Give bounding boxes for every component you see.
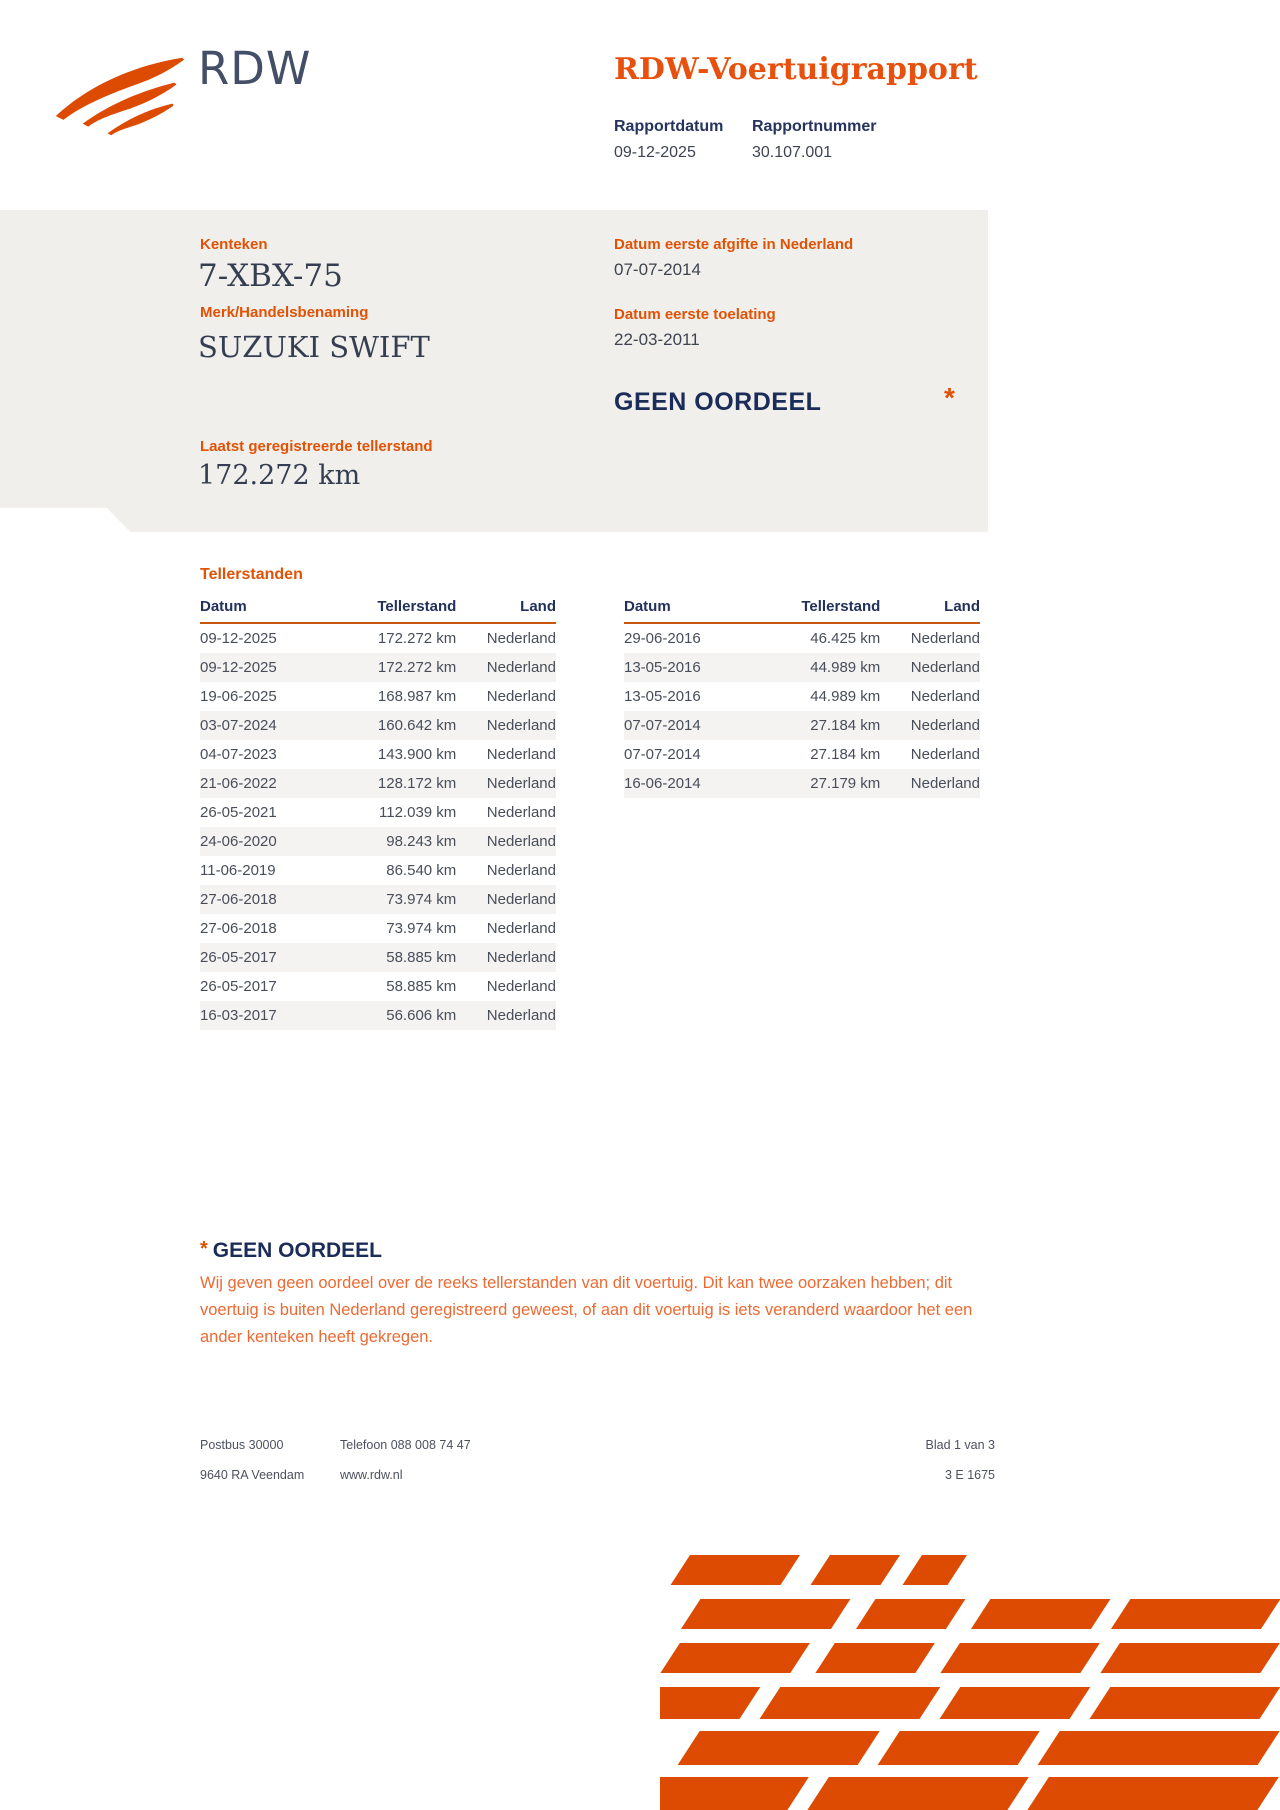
cell-datum: 09-12-2025 [200,630,277,647]
cell-land: Nederland [486,978,556,995]
cell-tellerstand: 160.642 km [377,717,457,734]
cell-datum: 03-07-2024 [200,717,277,734]
cell-tellerstand: 27.184 km [810,746,881,763]
cell-tellerstand: 172.272 km [377,630,457,647]
cell-land: Nederland [486,804,556,821]
cell-land: Nederland [486,717,556,734]
cell-land: Nederland [486,659,556,676]
footnote-text: Wij geven geen oordeel over de reeks tellerstanden van dit voertuig. Dit kan twee oorzaken hebben; dit voertuig is buiten Nederland geregistreerd geweest, of aan dit voertuig is iets veranderd waardoor het een ander kenteken heeft gekregen. [200,1274,973,1347]
logo-wordmark: RDW [198,42,312,95]
table-row [200,972,556,1001]
footer-page-number: Blad 1 van 3 [925,1438,995,1452]
speed-lines-graphic [660,1555,1280,1810]
cell-land: Nederland [910,717,980,734]
kenteken-value: 7-XBX-75 [198,258,343,294]
cell-tellerstand: 98.243 km [386,833,457,850]
table-row [200,769,556,798]
table-row [624,740,980,769]
merk-value: SUZUKI SWIFT [198,330,430,364]
cell-land: Nederland [910,630,980,647]
cell-datum: 29-06-2016 [624,630,701,647]
cell-land: Nederland [486,920,556,937]
datum-eerste-afgifte-label: Datum eerste afgifte in Nederland [614,236,854,253]
rapportdatum-value: 09-12-2025 [614,144,696,161]
footnote-title-text: GEEN OORDEEL [212,1239,382,1262]
cell-land: Nederland [486,1007,556,1024]
table-row [624,623,980,653]
column-header-datum: Datum [624,594,759,623]
footnote-asterisk: * [200,1238,208,1260]
datum-eerste-afgifte-value: 07-07-2014 [614,260,701,279]
cell-land: Nederland [486,775,556,792]
merk-label: Merk/Handelsbenaming [200,304,369,321]
table-row [624,711,980,740]
table-row [200,682,556,711]
column-header-tellerstand: Tellerstand [759,594,880,623]
cell-tellerstand: 86.540 km [386,862,457,879]
cell-tellerstand: 112.039 km [379,804,457,821]
cell-tellerstand: 168.987 km [377,688,457,705]
tellerstanden-title: Tellerstanden [200,566,303,583]
footnote-title [200,1238,382,1263]
table-row [200,827,556,856]
cell-land: Nederland [910,659,980,676]
cell-tellerstand: 58.885 km [386,978,457,995]
cell-land: Nederland [486,862,556,879]
footer-form-code: 3 E 1675 [944,1468,995,1482]
rdw-logo-icon [52,52,186,140]
cell-datum: 16-06-2014 [624,775,701,792]
cell-land: Nederland [486,949,556,966]
footer-address-line1: Postbus 30000 [200,1438,284,1452]
cell-datum: 04-07-2023 [200,746,277,763]
table-row [624,682,980,711]
rapportnummer-label: Rapportnummer [752,118,877,135]
column-header-tellerstand: Tellerstand [335,594,456,623]
footer-address-line2: 9640 RA Veendam [200,1468,305,1482]
cell-tellerstand: 73.974 km [386,920,457,937]
cell-datum: 26-05-2017 [200,978,277,995]
cell-tellerstand: 143.900 km [377,746,457,763]
cell-tellerstand: 128.172 km [377,775,457,792]
table-row [200,914,556,943]
cell-datum: 26-05-2017 [200,949,277,966]
cell-tellerstand: 27.184 km [810,717,881,734]
column-header-land: Land [880,594,980,623]
cell-datum: 07-07-2014 [624,717,701,734]
vehicle-summary-panel [0,210,988,532]
tellerstanden-table-right [624,594,980,798]
cell-tellerstand: 44.989 km [810,659,881,676]
cell-datum: 27-06-2018 [200,920,277,937]
cell-land: Nederland [486,891,556,908]
kenteken-label: Kenteken [200,236,268,253]
table-row [200,798,556,827]
rapportnummer-value: 30.107.001 [752,144,833,161]
cell-datum: 26-05-2021 [200,804,277,821]
table-row [624,769,980,798]
table-row [200,711,556,740]
footer-phone: Telefoon 088 008 74 47 [340,1438,471,1452]
column-header-land: Land [456,594,556,623]
laatste-tellerstand-value: 172.272 km [198,460,361,491]
table-row [200,856,556,885]
rapportdatum-label: Rapportdatum [614,118,724,135]
cell-land: Nederland [910,688,980,705]
datum-eerste-toelating-label: Datum eerste toelating [614,306,776,323]
table-row [200,943,556,972]
cell-land: Nederland [910,775,980,792]
tellerstanden-table-left [200,594,556,1030]
cell-datum: 27-06-2018 [200,891,277,908]
cell-datum: 07-07-2014 [624,746,701,763]
cell-land: Nederland [486,688,556,705]
cell-tellerstand: 44.989 km [810,688,881,705]
table-row [200,740,556,769]
table-header-row [624,594,980,623]
cell-datum: 13-05-2016 [624,688,701,705]
table-row [200,885,556,914]
cell-datum: 09-12-2025 [200,659,277,676]
cell-datum: 16-03-2017 [200,1007,277,1024]
footer-website: www.rdw.nl [340,1468,403,1482]
cell-tellerstand: 172.272 km [377,659,457,676]
cell-tellerstand: 56.606 km [386,1007,457,1024]
cell-datum: 21-06-2022 [200,775,277,792]
table-row [200,623,556,653]
oordeel-asterisk: * [944,382,955,413]
cell-datum: 24-06-2020 [200,833,277,850]
laatste-tellerstand-label: Laatst geregistreerde tellerstand [200,438,433,455]
cell-land: Nederland [486,833,556,850]
cell-tellerstand: 27.179 km [810,775,881,792]
cell-tellerstand: 58.885 km [386,949,457,966]
table-row [200,653,556,682]
page-title: RDW-Voertuigrapport [614,52,978,87]
cell-tellerstand: 46.425 km [810,630,881,647]
cell-land: Nederland [910,746,980,763]
table-row [624,653,980,682]
cell-datum: 13-05-2016 [624,659,701,676]
table-row [200,1001,556,1030]
oordeel-heading: GEEN OORDEEL [614,388,822,416]
table-header-row [200,594,556,623]
datum-eerste-toelating-value: 22-03-2011 [614,330,700,349]
cell-datum: 19-06-2025 [200,688,277,705]
cell-land: Nederland [486,630,556,647]
cell-tellerstand: 73.974 km [386,891,457,908]
cell-datum: 11-06-2019 [200,862,276,879]
column-header-datum: Datum [200,594,335,623]
cell-land: Nederland [486,746,556,763]
